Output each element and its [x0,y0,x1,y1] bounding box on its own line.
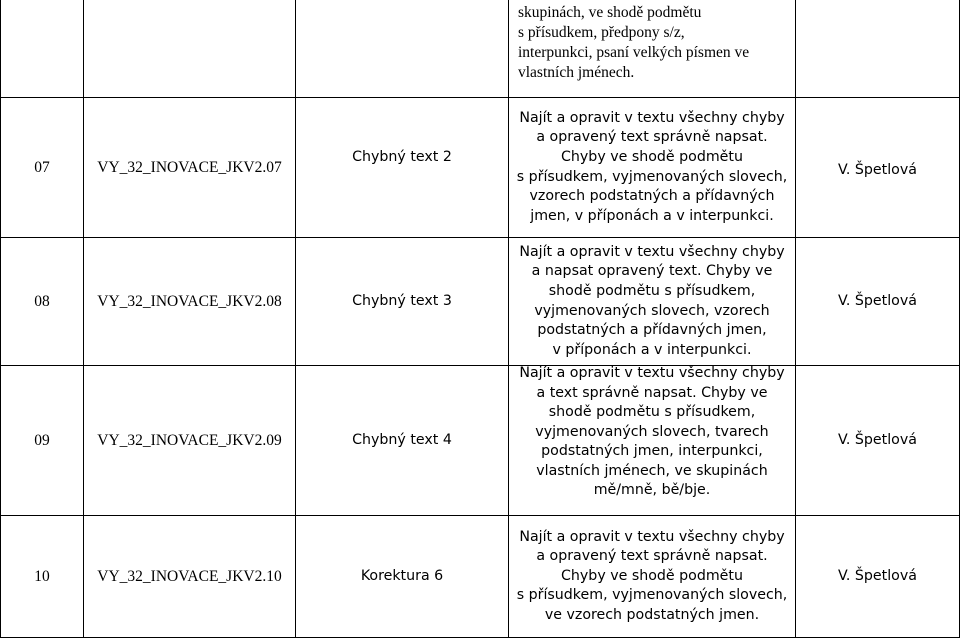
desc-line: s přísudkem, vyjmenovaných slovech, [516,587,788,604]
lesson-author: V. Špetlová [838,431,917,448]
desc-line: Najít a opravit v textu všechny chyby [519,109,785,126]
lesson-title: Korektura 6 [360,567,444,584]
lesson-description [509,358,795,507]
prev-row-description [518,3,788,91]
row-number: 09 [34,431,50,449]
row-number: 08 [34,292,50,310]
desc-line: Najít a opravit v textu všechny chyby [519,528,785,545]
lesson-code: VY_32_INOVACE_JKV2.09 [97,431,282,449]
desc-line: Najít a opravit v textu všechny chyby [519,243,785,260]
lesson-description [509,98,795,237]
lesson-code: VY_32_INOVACE_JKV2.10 [97,567,282,585]
desc-line: v příponách a v interpunkci. [552,341,752,358]
desc-line: s přísudkem, vyjmenovaných slovech, [516,168,788,185]
lesson-description [509,238,795,365]
lesson-title: Chybný text 3 [352,292,452,309]
desc-line: podstatných jmen, interpunkci, [541,443,763,460]
desc-line: a text správně napsat. Chyby ve [536,384,768,401]
desc-line: a opravený text správně napsat. [536,129,768,146]
desc-line: s přísudkem, předpony s/z, [518,24,685,41]
desc-line: shodě podmětu s přísudkem, [548,282,756,299]
desc-line: ve vzorech podstatných jmen. [544,606,760,623]
desc-line: interpunkci, psaní velkých písmen ve [518,44,750,61]
desc-line: vlastních jménech, ve skupinách [536,462,768,479]
desc-line: jmen, v příponách a v interpunkci. [530,207,774,224]
desc-line: vyjmenovaných slovech, tvarech [535,423,769,440]
desc-line: a opravený text správně napsat. [536,548,768,565]
lesson-author: V. Špetlová [838,567,917,584]
desc-line: vlastních jménech. [518,64,635,81]
lesson-title: Chybný text 4 [352,431,452,448]
desc-line: podstatných a přídavných jmen, [537,322,767,339]
lesson-code: VY_32_INOVACE_JKV2.08 [97,292,282,310]
lesson-description [509,516,795,637]
lesson-author: V. Špetlová [838,292,917,309]
lesson-title: Chybný text 2 [352,149,452,166]
desc-line: Najít a opravit v textu všechny chyby [519,364,785,381]
row-number: 07 [34,158,50,176]
lesson-author: V. Špetlová [838,162,917,179]
desc-line: vyjmenovaných slovech, vzorech [534,302,770,319]
desc-line: vzorech podstatných a přídavných [529,188,775,205]
lesson-code: VY_32_INOVACE_JKV2.07 [97,158,282,176]
row-number: 10 [34,567,50,585]
desc-line: mě/mně, bě/bje. [593,482,711,499]
desc-line: Chyby ve shodě podmětu [561,567,743,584]
desc-line: Chyby ve shodě podmětu [561,148,743,165]
desc-line: shodě podmětu s přísudkem, [548,404,756,421]
desc-line: skupinách, ve shodě podmětu [518,4,702,21]
desc-line: a napsat opravený text. Chyby ve [531,263,773,280]
